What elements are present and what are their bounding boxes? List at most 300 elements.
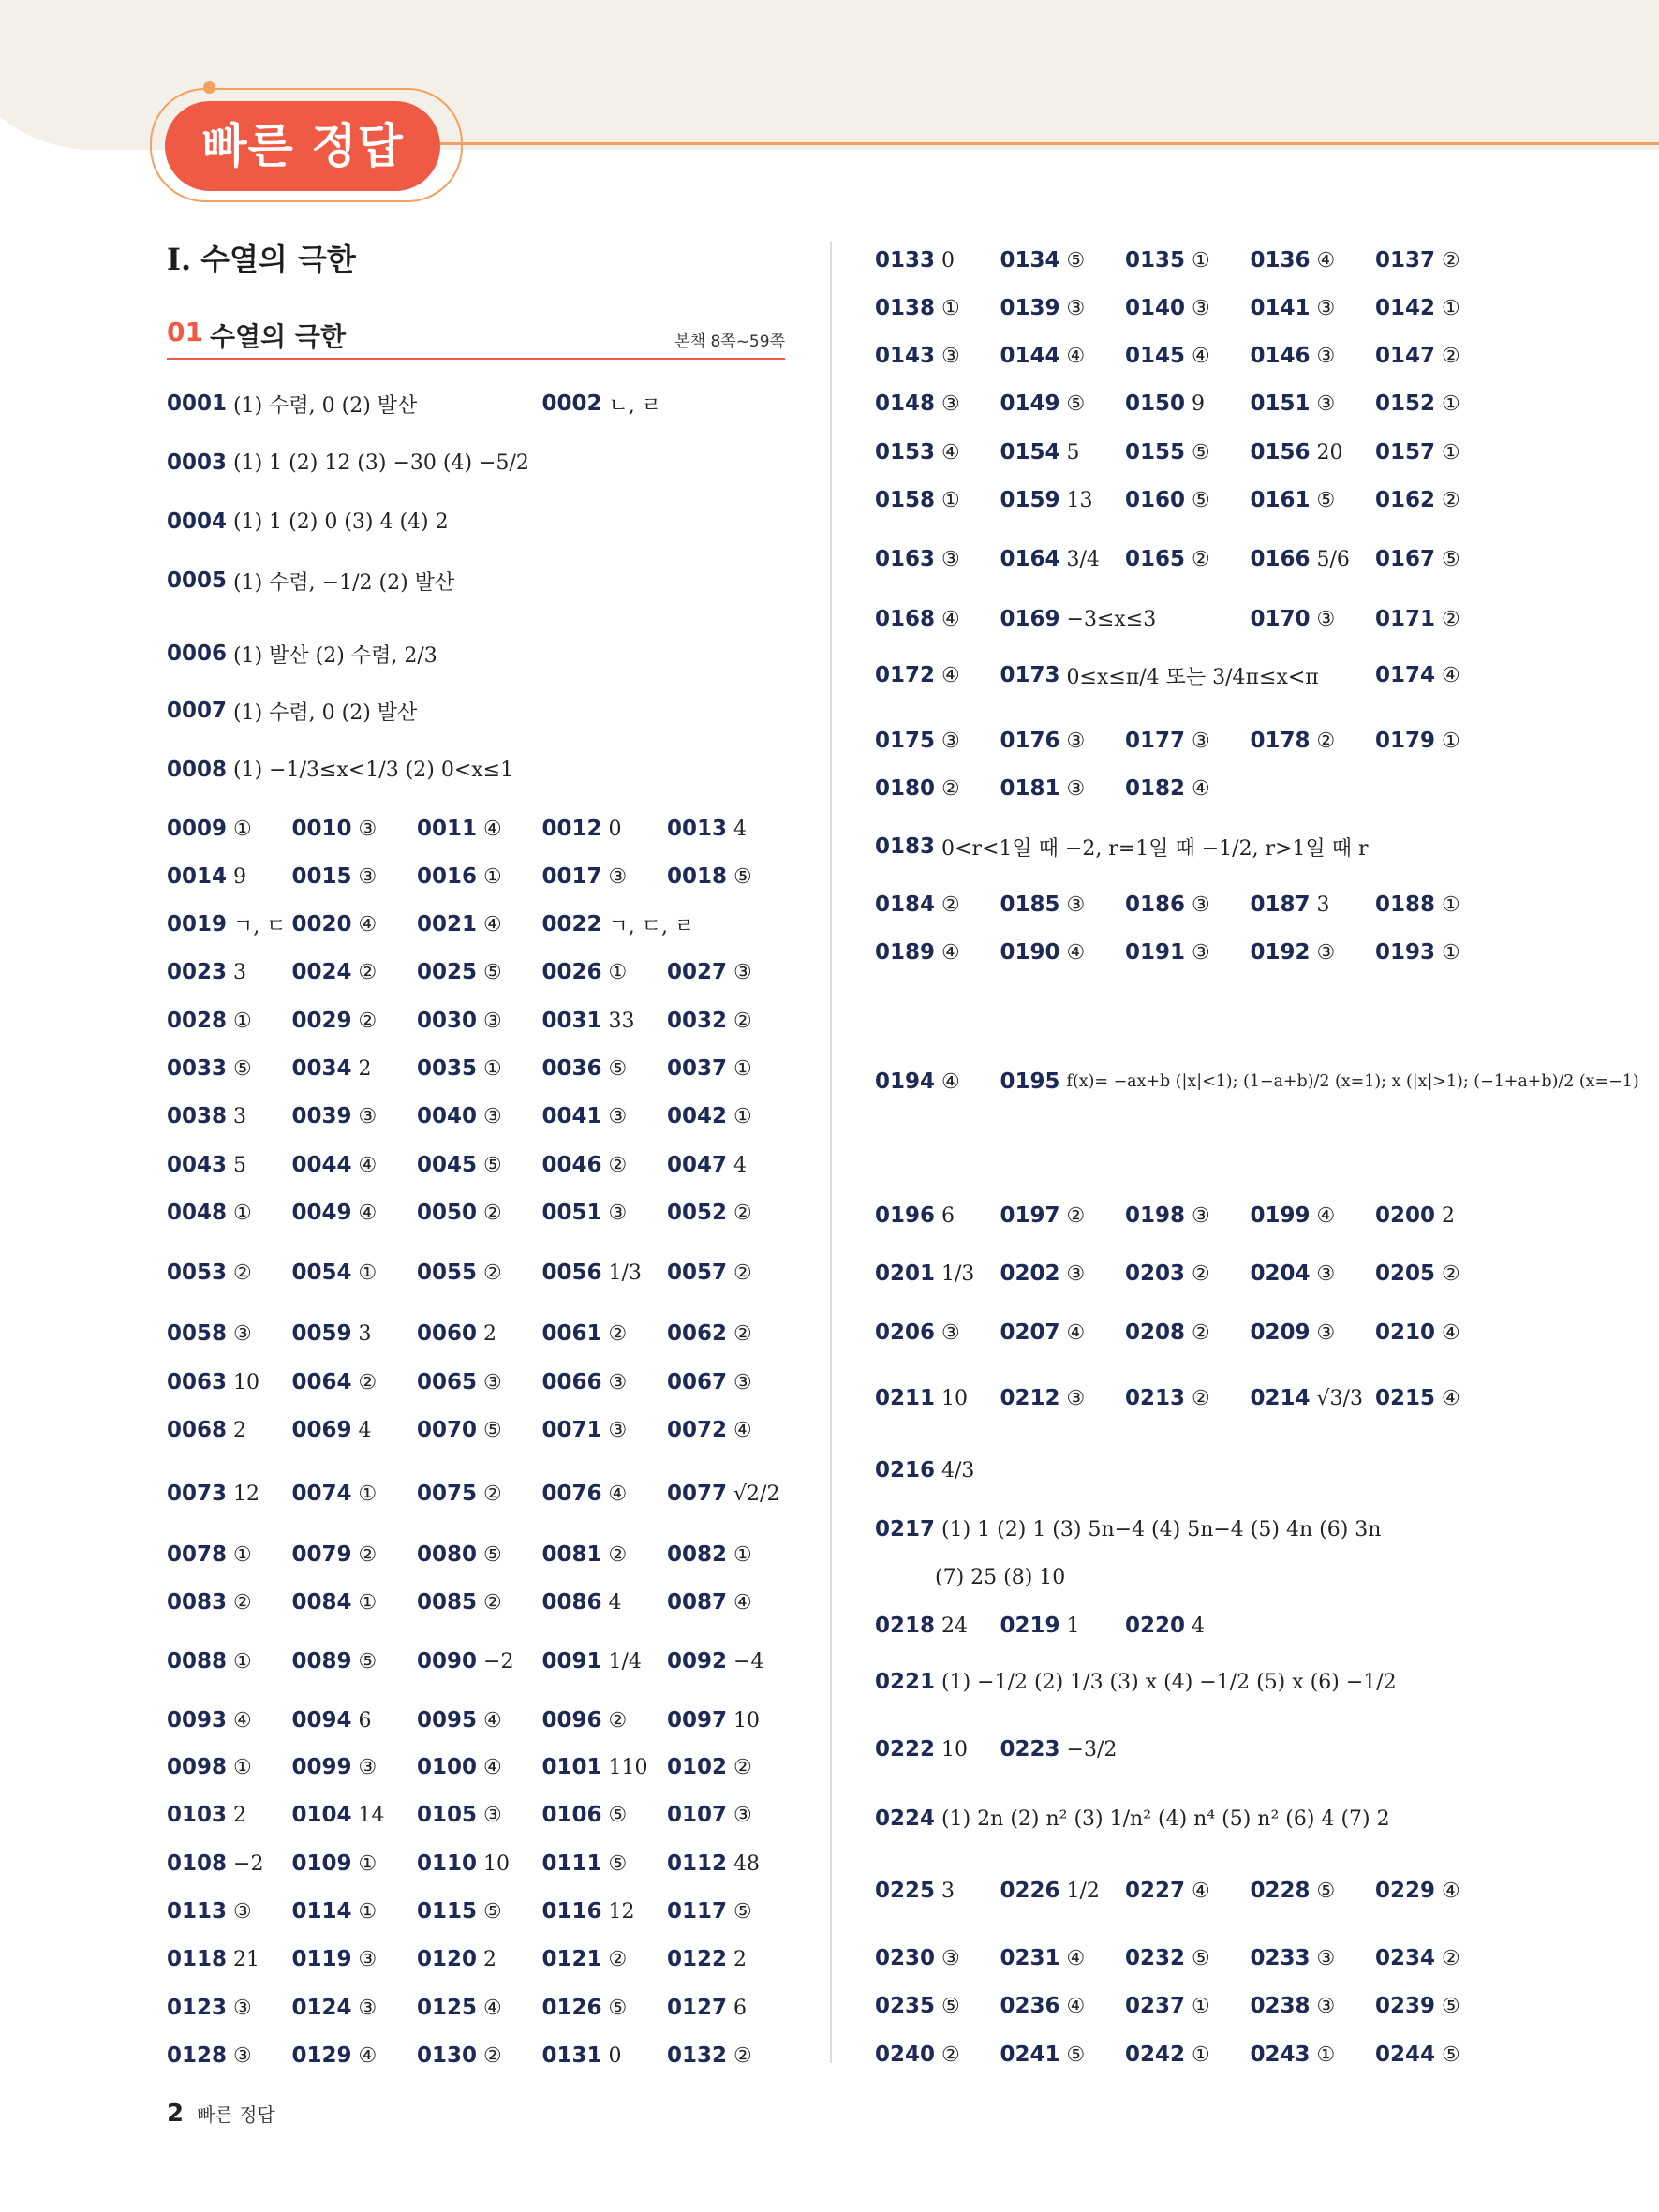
answer-value: ③ bbox=[358, 864, 378, 889]
problem-number: 0102 bbox=[667, 1755, 728, 1779]
answer-value: ② bbox=[1442, 1946, 1460, 1970]
problem-number: 0050 bbox=[417, 1201, 478, 1225]
problem-number: 0032 bbox=[667, 1009, 728, 1033]
problem-number: 0155 bbox=[1125, 440, 1186, 465]
answer-item bbox=[167, 742, 513, 798]
answer-item bbox=[667, 1466, 779, 1522]
problem-number: 0239 bbox=[1375, 1994, 1436, 2018]
answer-value: ⑤ bbox=[233, 1056, 252, 1081]
answer-row bbox=[167, 810, 822, 848]
answer-row bbox=[167, 1315, 822, 1352]
answer-item bbox=[417, 1536, 502, 1573]
answer-row bbox=[875, 1197, 1531, 1234]
problem-number: 0089 bbox=[291, 1649, 352, 1674]
answer-item bbox=[167, 810, 252, 848]
answer-item bbox=[1375, 722, 1460, 759]
problem-number: 0067 bbox=[667, 1370, 728, 1394]
problem-number: 0129 bbox=[291, 2043, 352, 2068]
problem-number: 0184 bbox=[875, 892, 936, 917]
answer-value: ③ bbox=[1316, 1946, 1336, 1970]
answer-value: (1) 수렴, 0 (2) 발산 bbox=[233, 393, 418, 418]
answer-item bbox=[167, 858, 246, 895]
answer-row bbox=[875, 828, 1531, 865]
answer-value: ① bbox=[233, 1542, 252, 1567]
problem-number: 0218 bbox=[875, 1614, 936, 1638]
problem-number: 0121 bbox=[541, 1947, 602, 1971]
answer-item bbox=[1251, 1939, 1336, 1977]
answer-value: 0 bbox=[608, 2043, 622, 2068]
problem-number: 0194 bbox=[875, 1069, 936, 1094]
answer-row bbox=[167, 1845, 822, 1882]
answer-value: ⑤ bbox=[608, 1056, 628, 1081]
problem-number: 0012 bbox=[541, 817, 602, 841]
answer-value: ① bbox=[233, 1649, 252, 1674]
answer-item bbox=[875, 886, 960, 923]
answer-value: ③ bbox=[941, 344, 960, 368]
problem-number: 0209 bbox=[1250, 1320, 1311, 1345]
problem-number: 0153 bbox=[875, 440, 936, 465]
problem-number: 0224 bbox=[875, 1806, 936, 1831]
answer-row bbox=[167, 635, 822, 672]
answer-value: 4 bbox=[608, 1590, 622, 1615]
problem-number: 0058 bbox=[167, 1321, 228, 1346]
problem-number: 0221 bbox=[875, 1670, 936, 1694]
answer-value: ④ bbox=[1066, 940, 1086, 965]
answer-value: ② bbox=[733, 1009, 752, 1033]
answer-value: ⑤ bbox=[1066, 391, 1086, 416]
answer-item bbox=[667, 1536, 752, 1573]
answer-item bbox=[1125, 531, 1210, 587]
problem-number: 0135 bbox=[1125, 248, 1186, 273]
problem-number: 0171 bbox=[1375, 607, 1436, 631]
answer-value: ① bbox=[1442, 296, 1460, 320]
answer-item bbox=[875, 242, 955, 279]
answer-row bbox=[167, 1893, 822, 1930]
answer-value: ⑤ bbox=[1192, 1946, 1210, 1970]
answer-item bbox=[875, 722, 960, 759]
answer-value: ㄴ, ㄹ bbox=[608, 393, 662, 418]
answer-value: 3/4 bbox=[1066, 547, 1100, 571]
answer-value: ④ bbox=[358, 2043, 378, 2068]
answer-row bbox=[875, 337, 1531, 375]
problem-number: 0222 bbox=[875, 1737, 936, 1762]
answer-item bbox=[1125, 434, 1210, 471]
problem-number: 0094 bbox=[291, 1708, 352, 1733]
answer-value: ③ bbox=[483, 1370, 502, 1394]
answer-value: ③ bbox=[1316, 391, 1336, 416]
answer-item bbox=[1000, 242, 1086, 279]
answer-item bbox=[667, 1194, 752, 1231]
answer-item bbox=[875, 1721, 968, 1777]
problem-number: 0147 bbox=[1375, 344, 1436, 368]
answer-value: ⑤ bbox=[1442, 2042, 1460, 2067]
answer-value: ③ bbox=[608, 1418, 628, 1442]
problem-number: 0038 bbox=[167, 1104, 228, 1128]
problem-number: 0149 bbox=[1000, 391, 1060, 416]
answer-value: ⑤ bbox=[1192, 440, 1210, 465]
answer-value: ⑤ bbox=[733, 1899, 752, 1924]
answer-value: ② bbox=[483, 1482, 502, 1506]
answer-item bbox=[292, 1989, 378, 2027]
answer-value: ④ bbox=[1192, 776, 1210, 801]
answer-item bbox=[167, 503, 449, 540]
answer-item bbox=[875, 337, 960, 375]
problem-number: 0076 bbox=[541, 1482, 602, 1506]
answer-item bbox=[1125, 1314, 1210, 1351]
answer-item bbox=[1375, 531, 1460, 587]
problem-number: 0080 bbox=[417, 1542, 478, 1567]
problem-number: 0238 bbox=[1250, 1994, 1311, 2018]
answer-item bbox=[1375, 481, 1460, 519]
answer-item bbox=[417, 810, 502, 848]
problem-number: 0084 bbox=[291, 1590, 352, 1615]
problem-number: 0077 bbox=[667, 1482, 728, 1506]
problem-number: 0177 bbox=[1125, 729, 1186, 753]
problem-number: 0079 bbox=[291, 1542, 352, 1567]
problem-number: 0109 bbox=[291, 1851, 352, 1876]
problem-number: 0167 bbox=[1375, 547, 1436, 571]
answer-value: ③ bbox=[358, 1996, 378, 2020]
answer-value: 1/3 bbox=[608, 1261, 642, 1285]
answer-value: ⑤ bbox=[1442, 547, 1460, 571]
answer-item bbox=[292, 1098, 378, 1135]
answer-value: ④ bbox=[1316, 248, 1336, 273]
answer-item bbox=[1125, 337, 1210, 375]
problem-number: 0054 bbox=[291, 1261, 352, 1285]
problem-number: 0035 bbox=[417, 1056, 478, 1081]
answer-item bbox=[875, 934, 960, 971]
answer-row bbox=[875, 656, 1531, 694]
answer-value: ② bbox=[1192, 547, 1210, 571]
problem-number: 0225 bbox=[875, 1879, 936, 1903]
answer-item bbox=[1251, 722, 1336, 759]
answer-value: ④ bbox=[1066, 1946, 1086, 1970]
answer-value: ④ bbox=[483, 1996, 502, 2020]
answer-item bbox=[167, 692, 417, 730]
answer-value: ③ bbox=[1316, 940, 1336, 965]
answer-item bbox=[875, 385, 960, 422]
answer-value: ③ bbox=[1316, 607, 1336, 631]
problem-number: 0211 bbox=[875, 1386, 936, 1410]
answer-item bbox=[875, 289, 960, 327]
answer-item bbox=[417, 1633, 513, 1689]
answer-value: ① bbox=[733, 1104, 752, 1128]
problem-number: 0009 bbox=[167, 817, 228, 841]
answer-value: ② bbox=[733, 1321, 752, 1346]
answer-value: ① bbox=[1442, 892, 1460, 917]
answer-item bbox=[1251, 1197, 1336, 1234]
answer-value: 3 bbox=[233, 1104, 247, 1128]
problem-number: 0174 bbox=[1375, 663, 1436, 687]
problem-number: 0240 bbox=[875, 2042, 936, 2067]
answer-value: 0 bbox=[941, 248, 955, 273]
answer-value: ② bbox=[358, 1370, 378, 1394]
answer-item bbox=[1125, 934, 1210, 971]
problem-number: 0115 bbox=[417, 1899, 478, 1924]
answer-item bbox=[1000, 886, 1086, 923]
problem-number: 0144 bbox=[1000, 344, 1060, 368]
answer-value: ③ bbox=[941, 391, 960, 416]
answer-value: 3 bbox=[1316, 892, 1330, 917]
answer-value: ③ bbox=[358, 817, 378, 841]
answer-value: 0<r<1일 때 −2, r=1일 때 −1/2, r>1일 때 r bbox=[941, 836, 1369, 861]
problem-number: 0186 bbox=[1125, 892, 1186, 917]
problem-number: 0169 bbox=[1000, 607, 1060, 631]
answer-value: (1) 수렴, 0 (2) 발산 bbox=[233, 700, 418, 725]
answer-value: ② bbox=[1442, 607, 1460, 631]
answer-item bbox=[1251, 2036, 1336, 2073]
answer-value: ② bbox=[608, 1947, 628, 1971]
answer-value: ① bbox=[233, 1755, 252, 1779]
answer-item bbox=[667, 1940, 747, 1978]
problem-number: 0196 bbox=[875, 1203, 936, 1228]
problem-number: 0132 bbox=[667, 2043, 728, 2068]
answer-value: ④ bbox=[1442, 1320, 1460, 1345]
answer-value: (1) 1 (2) 1 (3) 5n−4 (4) 5n−4 (5) 4n (6) 3n bbox=[941, 1517, 1382, 1541]
answer-item bbox=[542, 1050, 628, 1087]
section-number: 01 bbox=[167, 317, 203, 347]
answer-row bbox=[167, 1098, 822, 1135]
answer-row bbox=[875, 242, 1531, 279]
answer-value: ③ bbox=[233, 1899, 252, 1924]
answer-item bbox=[167, 1002, 252, 1040]
answer-item bbox=[417, 1194, 502, 1231]
problem-number: 0228 bbox=[1250, 1879, 1311, 1903]
problem-number: 0173 bbox=[1000, 663, 1060, 687]
answer-value: ② bbox=[1192, 1320, 1210, 1345]
problem-number: 0061 bbox=[541, 1321, 602, 1346]
problem-number: 0083 bbox=[167, 1590, 228, 1615]
answer-value: ③ bbox=[608, 1201, 628, 1225]
answer-row bbox=[875, 385, 1531, 422]
answer-item bbox=[875, 531, 960, 587]
answer-value: ③ bbox=[233, 1996, 252, 2020]
answer-row bbox=[875, 1379, 1531, 1417]
answer-value: 20 bbox=[1316, 440, 1343, 465]
answer-item bbox=[542, 1245, 642, 1301]
problem-number: 0195 bbox=[1000, 1069, 1060, 1094]
answer-row bbox=[167, 1002, 822, 1040]
answer-value: ② bbox=[608, 1542, 628, 1567]
answer-item bbox=[1125, 481, 1210, 519]
answer-value: ③ bbox=[1192, 940, 1210, 965]
answer-item bbox=[292, 810, 378, 848]
answer-item bbox=[667, 1748, 752, 1786]
problem-number: 0118 bbox=[167, 1947, 228, 1971]
answer-item bbox=[542, 1940, 628, 1978]
answer-item bbox=[542, 1098, 628, 1135]
problem-number: 0100 bbox=[417, 1755, 478, 1779]
answer-item bbox=[1000, 1939, 1086, 1977]
problem-number: 0024 bbox=[291, 960, 352, 984]
answer-value: ④ bbox=[733, 1418, 752, 1442]
answer-item bbox=[875, 1054, 960, 1110]
answer-item bbox=[1000, 1370, 1086, 1426]
answer-item bbox=[542, 1466, 628, 1522]
problem-number: 0053 bbox=[167, 1261, 228, 1285]
problem-number: 0166 bbox=[1250, 547, 1311, 571]
answer-item bbox=[167, 1796, 246, 1834]
answer-item bbox=[292, 1411, 372, 1449]
answer-item bbox=[875, 481, 960, 519]
answer-item bbox=[292, 1315, 372, 1352]
problem-number: 0019 bbox=[167, 912, 228, 936]
answer-value: ③ bbox=[733, 1370, 752, 1394]
answer-value: ⑤ bbox=[358, 1649, 378, 1674]
problem-number: 0133 bbox=[875, 248, 936, 273]
answer-row bbox=[875, 1511, 1531, 1548]
answer-item bbox=[667, 1050, 752, 1087]
answer-item bbox=[667, 1098, 752, 1135]
problem-number: 0006 bbox=[167, 641, 228, 666]
problem-number: 0156 bbox=[1250, 440, 1311, 465]
problem-number: 0242 bbox=[1125, 2042, 1186, 2067]
answer-item bbox=[292, 1466, 378, 1522]
problem-number: 0227 bbox=[1125, 1879, 1186, 1903]
answer-item bbox=[292, 906, 378, 943]
answer-item bbox=[292, 1364, 378, 1401]
answer-item bbox=[542, 1989, 628, 2027]
answer-value: ② bbox=[941, 2042, 960, 2067]
answer-value: 1/2 bbox=[1066, 1879, 1100, 1903]
answer-value: ③ bbox=[1192, 1203, 1210, 1228]
answer-value: 3 bbox=[358, 1321, 372, 1346]
answer-value: 21 bbox=[233, 1947, 260, 1971]
answer-item bbox=[1251, 289, 1336, 327]
answer-row bbox=[875, 1558, 1531, 1596]
problem-number: 0049 bbox=[291, 1201, 352, 1225]
answer-item bbox=[542, 953, 628, 991]
answer-value: ⑤ bbox=[733, 864, 752, 889]
answer-value: ④ bbox=[1316, 1203, 1336, 1228]
problem-number: 0213 bbox=[1125, 1386, 1186, 1410]
answer-value: ② bbox=[358, 1009, 378, 1033]
answer-value: −2 bbox=[233, 1851, 264, 1876]
answer-value: ② bbox=[608, 1708, 628, 1733]
answer-item bbox=[1125, 289, 1210, 327]
answer-item bbox=[1375, 600, 1460, 638]
answer-value: ④ bbox=[1192, 344, 1210, 368]
answer-item bbox=[292, 2037, 378, 2074]
answer-value: (1) 1 (2) 0 (3) 4 (4) 2 bbox=[233, 509, 449, 534]
answer-value: −4 bbox=[733, 1649, 764, 1674]
problem-number: 0181 bbox=[1000, 776, 1060, 801]
problem-number: 0178 bbox=[1250, 729, 1311, 753]
answer-value: ① bbox=[941, 296, 960, 320]
problem-number: 0231 bbox=[1000, 1946, 1060, 1970]
problem-number: 0210 bbox=[1375, 1320, 1436, 1345]
problem-number: 0176 bbox=[1000, 729, 1060, 753]
answer-item bbox=[1125, 1607, 1205, 1644]
answer-value: 6 bbox=[733, 1996, 748, 2020]
answer-item bbox=[1251, 242, 1336, 279]
problem-number: 0131 bbox=[541, 2043, 602, 2068]
problem-number: 0150 bbox=[1125, 391, 1186, 416]
answer-value: ① bbox=[483, 864, 502, 889]
answer-value: ② bbox=[483, 1261, 502, 1285]
answer-item bbox=[167, 1146, 246, 1184]
answer-value: ② bbox=[1316, 729, 1336, 753]
answer-value: ⑤ bbox=[483, 1153, 502, 1177]
problem-number: 0048 bbox=[167, 1201, 228, 1225]
problem-number: 0223 bbox=[1000, 1737, 1060, 1762]
answer-value: (1) 1 (2) 12 (3) −30 (4) −5/2 bbox=[233, 450, 529, 475]
problem-number: 0236 bbox=[1000, 1994, 1060, 2018]
answer-value: ㄱ, ㄷ bbox=[233, 914, 287, 938]
problem-number: 0020 bbox=[291, 912, 352, 936]
answer-value: ⑤ bbox=[1066, 248, 1086, 273]
problem-number: 0123 bbox=[167, 1996, 228, 2020]
answer-value: ① bbox=[358, 1261, 378, 1285]
problem-number: 0107 bbox=[667, 1803, 728, 1827]
answer-item bbox=[1000, 722, 1086, 759]
answer-item bbox=[935, 1558, 1065, 1596]
answer-value: 14 bbox=[358, 1803, 385, 1827]
answer-value: 9 bbox=[233, 864, 247, 889]
problem-number: 0179 bbox=[1375, 729, 1436, 753]
problem-number: 0002 bbox=[541, 391, 602, 416]
problem-number: 0082 bbox=[667, 1542, 728, 1567]
answer-value: ③ bbox=[1192, 729, 1210, 753]
answer-item bbox=[667, 1364, 752, 1401]
answer-item bbox=[875, 434, 960, 471]
answer-value: ⑤ bbox=[483, 1418, 502, 1442]
answer-row bbox=[167, 1411, 822, 1449]
answer-row bbox=[875, 434, 1531, 471]
answer-value: 3 bbox=[233, 960, 247, 984]
answer-value: 13 bbox=[1066, 488, 1093, 512]
problem-number: 0108 bbox=[167, 1851, 228, 1876]
problem-number: 0142 bbox=[1375, 296, 1436, 320]
problem-number: 0011 bbox=[417, 817, 478, 841]
page-footer bbox=[167, 2100, 275, 2128]
answer-value: 2 bbox=[483, 1321, 497, 1346]
answer-value: 2 bbox=[233, 1803, 247, 1827]
problem-number: 0127 bbox=[667, 1996, 728, 2020]
answer-item bbox=[167, 1411, 246, 1449]
answer-item bbox=[292, 1845, 378, 1882]
answer-value: ③ bbox=[233, 1321, 252, 1346]
problem-number: 0068 bbox=[167, 1418, 228, 1442]
answer-item bbox=[167, 1748, 252, 1786]
answer-item bbox=[167, 1050, 252, 1087]
answer-value: ⑤ bbox=[1442, 1994, 1460, 2018]
answer-value: ② bbox=[1442, 248, 1460, 273]
answer-item bbox=[875, 1246, 974, 1302]
answer-item bbox=[542, 1702, 628, 1739]
answer-value: ① bbox=[1442, 940, 1460, 965]
answer-value: ③ bbox=[608, 864, 628, 889]
problem-number: 0232 bbox=[1125, 1946, 1186, 1970]
answer-row bbox=[167, 2037, 822, 2074]
answer-item bbox=[542, 1411, 628, 1449]
answer-item bbox=[417, 1940, 496, 1978]
answer-value: ② bbox=[358, 1542, 378, 1567]
problem-number: 0137 bbox=[1375, 248, 1436, 273]
answer-value: ② bbox=[483, 1590, 502, 1615]
problem-number: 0030 bbox=[417, 1009, 478, 1033]
answer-value: ④ bbox=[1066, 344, 1086, 368]
problem-number: 0093 bbox=[167, 1708, 228, 1733]
answer-item bbox=[1125, 886, 1210, 923]
answer-value: ② bbox=[233, 1590, 252, 1615]
problem-number: 0057 bbox=[667, 1261, 728, 1285]
answer-item bbox=[1251, 337, 1336, 375]
answer-value: ③ bbox=[1316, 1320, 1336, 1345]
answer-value: −2 bbox=[483, 1649, 514, 1674]
problem-number: 0074 bbox=[291, 1482, 352, 1506]
problem-number: 0070 bbox=[417, 1418, 478, 1442]
